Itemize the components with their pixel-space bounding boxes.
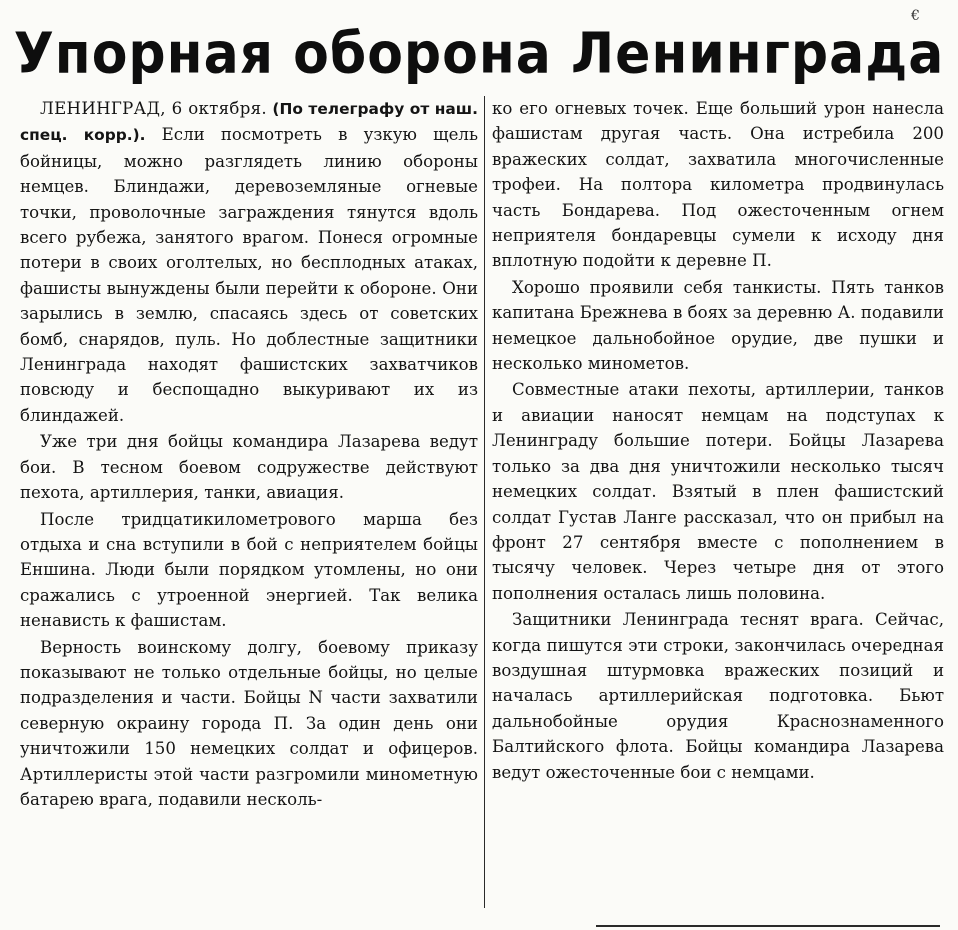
paragraph-1-text: Если посмотреть в узкую щель бойницы, можно разглядеть линию обороны немцев. Блиндажи, деревоземляные огневые точки, проволочные заграждения тянутся вдоль всего рубежа, занятого врагом. Понеся огромные потери в своих оголтелых, но бесплодных атаках, фашисты вынуждены были перейти к обороне. Они зарылись в землю, спасаясь здесь от советских бомб, снарядов, пуль. Но доблестные защитники Ленинграда находят фашистских захватчиков повсюду и беспощадно выкуривают их из блиндажей. xyxy=(20,125,478,425)
dateline: ЛЕНИНГРАД, 6 октября. xyxy=(40,99,267,118)
article-paragraph-3: После тридцатикилометрового марша без отдыха и сна вступили в бой с неприятелем бойцы Еншина. Люди были порядком утомлены, но они сражались с утроенной энергией. Так велика ненависть к фашистам. xyxy=(20,509,478,631)
article-paragraph-6: Совместные атаки пехоты, артиллерии, танков и авиации наносят немцам на подступах к Ленинграду большие потери. Бойцы Лазарева только за два дня уничтожили несколько тысяч немецких солдат. Взятый в плен фашистский солдат Густав Ланге рассказал, что он прибыл на фронт 27 сентября вместе с пополнением в тысячу человек. Через четыре дня от этого пополнения осталась лишь половина. xyxy=(492,380,944,603)
article-headline: Упорная оборона Ленинграда xyxy=(13,21,945,87)
article-paragraph-4b: ко его огневых точек. Еще больший урон нанесла фашистам другая часть. Она истребила 200 вражеских солдат, захватила многочисленные трофеи. На полтора километра продвинулась часть Бондарева. Под ожесточенным огнем неприятеля бондаревцы сумели к исходу дня вплотную подойти к деревне П. xyxy=(492,99,944,271)
article-column-left xyxy=(20,96,478,812)
article-paragraph-4a: Верность воинскому долгу, боевому приказу показывают не только отдельные бойцы, но целые подразделения и части. Бойцы N части захватили северную окраину города П. За один день они уничтожили 150 немецких солдат и офицеров. Артиллеристы этой части разгромили минометную батарею врага, подавили несколь- xyxy=(20,637,478,809)
source-credit: (По телеграфу от наш. спец. корр.). xyxy=(20,100,478,145)
article-paragraph-2: Уже три дня бойцы командира Лазарева ведут бои. В тесном боевом содружестве действуют пехота, артиллерия, танки, авиация. xyxy=(20,432,478,503)
bottom-rule xyxy=(596,925,940,927)
margin-mark: € xyxy=(911,8,920,24)
article-column-right xyxy=(492,96,944,785)
article-paragraph-5: Хорошо проявили себя танкисты. Пять танков капитана Брежнева в боях за деревню А. подавили немецкое дальнобойное орудие, две пушки и несколько минометов. xyxy=(492,277,944,374)
article-paragraph-1 xyxy=(20,96,478,428)
column-divider xyxy=(484,96,485,908)
article-paragraph-7: Защитники Ленинграда теснят врага. Сейчас, когда пишутся эти строки, закончилась очередная воздушная штурмовка вражеских позиций и началась артиллерийская подготовка. Бьют дальнобойные орудия Краснознаменного Балтийского флота. Бойцы командира Лазарева ведут ожесточенные бои с немцами. xyxy=(492,610,944,782)
